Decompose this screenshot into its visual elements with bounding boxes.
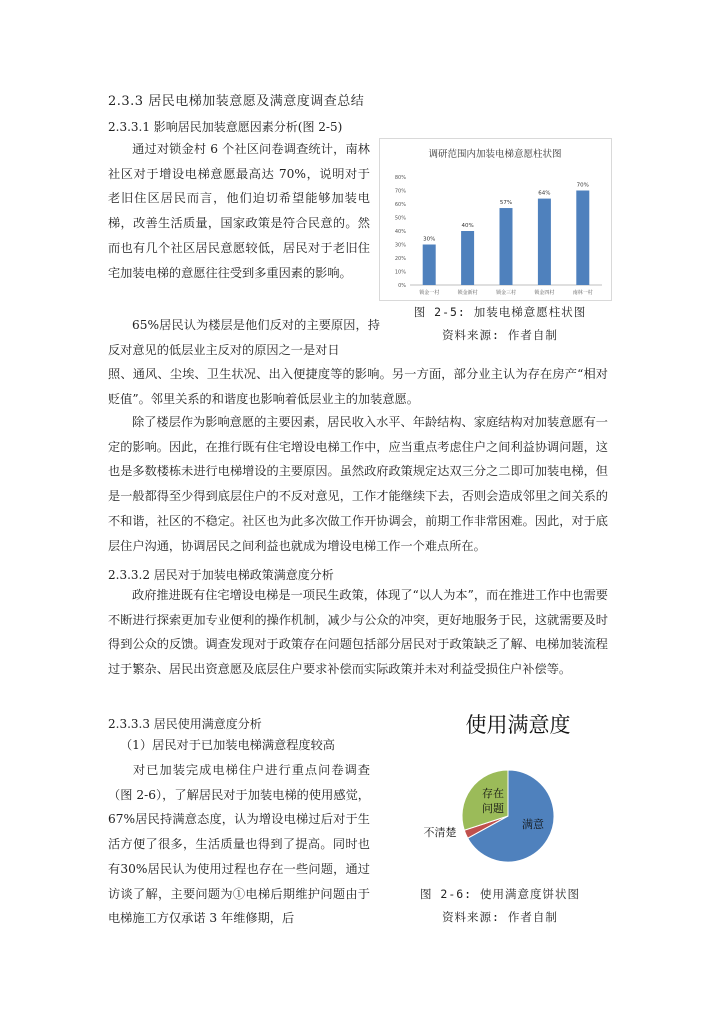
figure-6-caption: 图 2-6: 使用满意度饼状图 [419, 887, 581, 901]
bar [461, 231, 474, 285]
subsection-heading-3: 2.3.3.3 居民使用满意度分析 [108, 717, 262, 731]
paragraph-policy: 政府推进既有住宅增设电梯是一项民生政策，体现了“以人为本”，而在推进工作中也需要不断进行探索更加专业便利的操作机制，减少与公众的冲突，更好地服务于民，这就需要及时得到公众的反馈。调查发现对于政策存在问题包括部分居民对于政策缺乏了解、电梯加装流程过于繁杂、居民出资意愿及底层住户要求补偿而实际政策并未对利益受损住户补偿等。 [108, 588, 608, 677]
y-tick-label: 60% [394, 202, 406, 208]
bar-chart-title: 调研范围内加装电梯意愿柱状图 [428, 149, 562, 160]
y-tick-label: 0% [398, 283, 406, 289]
pie-label: 满意 [522, 818, 544, 831]
bar-data-label: 70% [576, 182, 589, 189]
x-category-label: 锁金一村 [419, 290, 440, 296]
bar [538, 199, 551, 285]
bar-chart-frame [379, 138, 612, 301]
paragraph-usage: 对已加装完成电梯住户进行重点问卷调查（图 2-6），了解居民对于加装电梯的使用感觉，67%居民持满意态度，认为增设电梯过后对于生活方便了很多，生活质量也得到了提高。同时也有30%居民认为使用过程也存在一些问题，通过访谈了解，主要问题为①电梯后期维护问题由于电梯施工方仅承诺 3 年维修期，后 [108, 763, 370, 926]
y-tick-label: 30% [394, 242, 406, 249]
paragraph-intention: 通过对锁金村 6 个社区问卷调查统计，南林社区对于增设电梯意愿最高达 70%，说明对于老旧住区居民而言，他们迫切希望能够加装电梯，改善生活质量，国家政策是符合民意的。然而也有几个社区居民意愿较低，居民对于老旧住宅加装电梯的意愿往往受到多重因素的影响。 [108, 142, 370, 280]
figure-5-source: 资料来源: 作者自制 [442, 328, 558, 342]
bar-data-label: 64% [538, 190, 551, 197]
paragraph-other-factors: 除了楼层作为影响意愿的主要因素，居民收入水平、年龄结构、家庭结构对加装意愿有一定的影响。因此，在推行既有住宅增设电梯工作中，应当重点考虑住户之间利益协调问题，这也是多数楼栋未进行电梯增设的主要原因。虽然政府政策规定达双三分之二即可加装电梯，但是一般都得至少得到底层住户的不反对意见，工作才能继续下去，否则会造成邻里之间关系的不和谐，社区的不稳定。社区也为此多次做工作开协调会，前期工作非常困难。因此，对于底层住户沟通，协调居民之间利益也就成为增设电梯工作一个难点所在。 [108, 415, 608, 553]
bar-chart [380, 139, 611, 300]
pie-label: 不清楚 [423, 826, 457, 839]
bar [576, 191, 589, 286]
bar [423, 245, 436, 286]
x-category-label: 锁金四村 [534, 290, 555, 296]
bar-data-label: 40% [461, 223, 474, 229]
y-tick-label: 10% [394, 269, 406, 276]
figure-6-source: 资料来源: 作者自制 [442, 910, 558, 924]
y-tick-label: 50% [394, 215, 406, 222]
pie-chart [390, 700, 620, 870]
list-item-satisfaction: （1）居民对于已加装电梯满意程度较高 [120, 738, 335, 752]
bar-data-label: 30% [423, 236, 436, 243]
subsection-heading-1: 2.3.3.1 影响居民加装意愿因素分析(图 2-5) [108, 120, 343, 134]
pie-label: 问题 [482, 802, 504, 815]
y-tick-label: 40% [394, 229, 406, 235]
bar [500, 208, 513, 285]
x-category-label: 南林一村 [572, 290, 593, 296]
y-tick-label: 80% [394, 175, 406, 181]
pie-chart-title: 使用满意度 [465, 713, 571, 737]
figure-5-caption: 图 2-5: 加装电梯意愿柱状图 [413, 305, 587, 319]
pie-label: 存在 [482, 787, 504, 800]
section-heading: 2.3.3 居民电梯加装意愿及满意度调查总结 [108, 94, 365, 109]
y-tick-label: 70% [394, 188, 406, 195]
subsection-heading-2: 2.3.3.2 居民对于加装电梯政策满意度分析 [108, 568, 334, 582]
y-tick-label: 20% [394, 256, 406, 262]
bar-data-label: 57% [499, 200, 513, 207]
x-category-label: 锁金三村 [495, 290, 517, 296]
x-category-label: 锁金新村 [457, 290, 478, 296]
paragraph-floor-reason: 65%居民认为楼层是他们反对的主要原因，持反对意见的低层业主反对的原因之一是对日 照、通风、尘埃、卫生状况、出入便捷度等的影响。另一方面，部分业主认为存在房产“相对贬值”。邻里关系的和谐度也影响着低层业主的加装意愿。 [108, 318, 608, 407]
